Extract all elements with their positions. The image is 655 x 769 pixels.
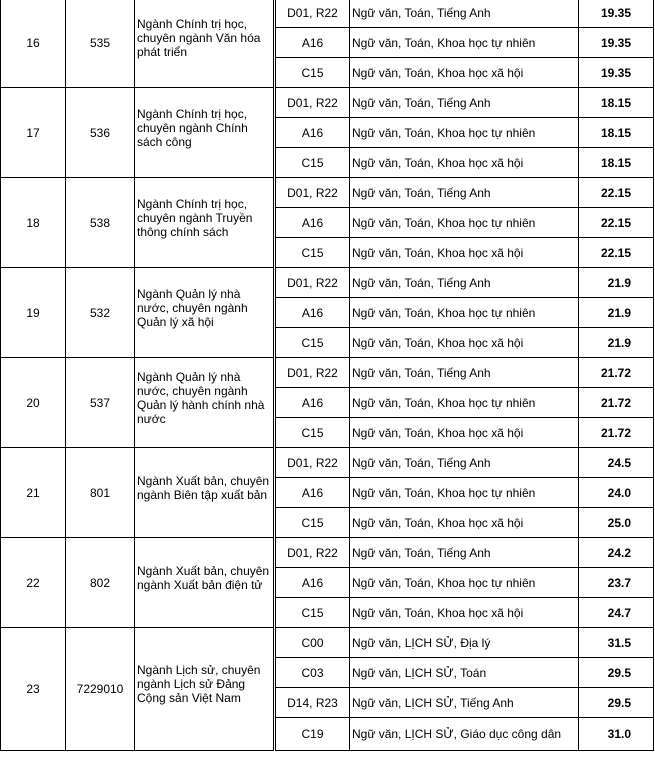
major-code: 7229010 bbox=[66, 628, 135, 751]
major-name-cell bbox=[135, 88, 275, 178]
major-name: Ngành Lịch sử, chuyên ngành Lịch sử Đảng Cộng sản Việt Nam bbox=[137, 663, 261, 705]
subject-list: Ngữ văn, Toán, Khoa học tự nhiên bbox=[350, 28, 579, 58]
subject-list: Ngữ văn, Toán, Khoa học tự nhiên bbox=[350, 478, 579, 508]
subject-list: Ngữ văn, Toán, Tiếng Anh bbox=[350, 448, 579, 478]
subject-combination-code: A16 bbox=[275, 208, 350, 238]
cutoff-score: 25.0 bbox=[579, 508, 654, 538]
cutoff-score: 19.35 bbox=[579, 28, 654, 58]
subject-combination-code: C15 bbox=[275, 328, 350, 358]
subject-combination-code: C19 bbox=[275, 718, 350, 751]
cutoff-score: 24.0 bbox=[579, 478, 654, 508]
subject-list: Ngữ văn, Toán, Tiếng Anh bbox=[350, 178, 579, 208]
subject-combination-code: C15 bbox=[275, 418, 350, 448]
cutoff-score: 22.15 bbox=[579, 238, 654, 268]
subject-combination-code: D01, R22 bbox=[275, 88, 350, 118]
cutoff-score: 24.7 bbox=[579, 598, 654, 628]
cutoff-score: 18.15 bbox=[579, 118, 654, 148]
cutoff-score: 31.5 bbox=[579, 628, 654, 658]
major-name-cell bbox=[135, 0, 275, 88]
subject-list: Ngữ văn, Toán, Tiếng Anh bbox=[350, 88, 579, 118]
major-code: 802 bbox=[66, 538, 135, 628]
subject-list: Ngữ văn, Toán, Khoa học xã hội bbox=[350, 508, 579, 538]
subject-list: Ngữ văn, Toán, Khoa học xã hội bbox=[350, 238, 579, 268]
subject-combination-code: C03 bbox=[275, 658, 350, 688]
subject-combination-code: C00 bbox=[275, 628, 350, 658]
subject-combination-code: A16 bbox=[275, 118, 350, 148]
cutoff-score: 22.15 bbox=[579, 178, 654, 208]
subject-combination-code: C15 bbox=[275, 508, 350, 538]
major-name-cell bbox=[135, 178, 275, 268]
subject-combination-code: C15 bbox=[275, 58, 350, 88]
major-name: Ngành Xuất bản, chuyên ngành Xuất bản điện tử bbox=[137, 563, 270, 592]
major-code: 801 bbox=[66, 448, 135, 538]
row-number: 23 bbox=[1, 628, 66, 751]
subject-combination-code: D01, R22 bbox=[275, 538, 350, 568]
cutoff-score: 21.9 bbox=[579, 298, 654, 328]
cutoff-score: 24.5 bbox=[579, 448, 654, 478]
subject-combination-code: A16 bbox=[275, 28, 350, 58]
cutoff-score: 29.5 bbox=[579, 658, 654, 688]
subject-list: Ngữ văn, Toán, Tiếng Anh bbox=[350, 358, 579, 388]
table-row bbox=[1, 448, 654, 478]
subject-combination-code: D01, R22 bbox=[275, 268, 350, 298]
table-row bbox=[1, 628, 654, 658]
subject-list: Ngữ văn, Toán, Khoa học tự nhiên bbox=[350, 568, 579, 598]
subject-combination-code: D14, R23 bbox=[275, 688, 350, 718]
row-number: 19 bbox=[1, 268, 66, 358]
row-number: 20 bbox=[1, 358, 66, 448]
subject-combination-code: A16 bbox=[275, 388, 350, 418]
row-number: 17 bbox=[1, 88, 66, 178]
major-code: 532 bbox=[66, 268, 135, 358]
cutoff-score: 24.2 bbox=[579, 538, 654, 568]
subject-combination-code: D01, R22 bbox=[275, 178, 350, 208]
subject-list: Ngữ văn, Toán, Khoa học tự nhiên bbox=[350, 118, 579, 148]
cutoff-score: 18.15 bbox=[579, 148, 654, 178]
cutoff-score: 31.0 bbox=[579, 718, 654, 751]
row-number: 22 bbox=[1, 538, 66, 628]
subject-list: Ngữ văn, Toán, Khoa học tự nhiên bbox=[350, 298, 579, 328]
subject-list: Ngữ văn, Toán, Tiếng Anh bbox=[350, 0, 579, 28]
cutoff-score: 21.72 bbox=[579, 358, 654, 388]
table-row bbox=[1, 178, 654, 208]
cutoff-score: 19.35 bbox=[579, 58, 654, 88]
major-name-cell bbox=[135, 268, 275, 358]
subject-list: Ngữ văn, LỊCH SỬ, Toán bbox=[350, 658, 579, 688]
cutoff-score: 18.15 bbox=[579, 88, 654, 118]
major-code: 537 bbox=[66, 358, 135, 448]
row-number: 18 bbox=[1, 178, 66, 268]
subject-list: Ngữ văn, Toán, Tiếng Anh bbox=[350, 538, 579, 568]
subject-list: Ngữ văn, Toán, Khoa học xã hội bbox=[350, 148, 579, 178]
major-name: Ngành Chính trị học, chuyên ngành Truyền thông chính sách bbox=[137, 196, 253, 239]
subject-list: Ngữ văn, Toán, Khoa học tự nhiên bbox=[350, 388, 579, 418]
table-row bbox=[1, 358, 654, 388]
subject-combination-code: C15 bbox=[275, 148, 350, 178]
major-name: Ngành Chính trị học, chuyên ngành Văn hóa phát triển bbox=[137, 16, 261, 59]
major-name: Ngành Quản lý nhà nước, chuyên ngành Quản lý xã hội bbox=[137, 286, 248, 329]
subject-combination-code: C15 bbox=[275, 238, 350, 268]
table-row bbox=[1, 88, 654, 118]
cutoff-score: 29.5 bbox=[579, 688, 654, 718]
subject-list: Ngữ văn, Toán, Tiếng Anh bbox=[350, 268, 579, 298]
cutoff-score: 21.72 bbox=[579, 418, 654, 448]
cutoff-score: 19.35 bbox=[579, 0, 654, 28]
subject-combination-code: A16 bbox=[275, 568, 350, 598]
major-code: 535 bbox=[66, 0, 135, 88]
subject-list: Ngữ văn, Toán, Khoa học xã hội bbox=[350, 328, 579, 358]
cutoff-score: 21.72 bbox=[579, 388, 654, 418]
major-name-cell bbox=[135, 628, 275, 751]
subject-list: Ngữ văn, LỊCH SỬ, Tiếng Anh bbox=[350, 688, 579, 718]
major-code: 538 bbox=[66, 178, 135, 268]
subject-list: Ngữ văn, Toán, Khoa học tự nhiên bbox=[350, 208, 579, 238]
table-row bbox=[1, 268, 654, 298]
cutoff-score: 21.9 bbox=[579, 328, 654, 358]
subject-list: Ngữ văn, LỊCH SỬ, Địa lý bbox=[350, 628, 579, 658]
subject-combination-code: D01, R22 bbox=[275, 448, 350, 478]
table-row bbox=[1, 0, 654, 28]
subject-list: Ngữ văn, Toán, Khoa học xã hội bbox=[350, 418, 579, 448]
major-name-cell bbox=[135, 358, 275, 448]
subject-combination-code: D01, R22 bbox=[275, 0, 350, 28]
table-body bbox=[1, 0, 654, 751]
major-name: Ngành Chính trị học, chuyên ngành Chính sách công bbox=[137, 106, 248, 149]
major-name: Ngành Xuất bản, chuyên ngành Biên tập xuất bản bbox=[137, 473, 270, 502]
subject-combination-code: D01, R22 bbox=[275, 358, 350, 388]
subject-combination-code: C15 bbox=[275, 598, 350, 628]
subject-list: Ngữ văn, Toán, Khoa học xã hội bbox=[350, 58, 579, 88]
major-name: Ngành Quản lý nhà nước, chuyên ngành Quản lý hành chính nhà nước bbox=[137, 369, 265, 426]
cutoff-score: 22.15 bbox=[579, 208, 654, 238]
row-number: 21 bbox=[1, 448, 66, 538]
row-number: 16 bbox=[1, 0, 66, 88]
major-name-cell bbox=[135, 448, 275, 538]
major-code: 536 bbox=[66, 88, 135, 178]
subject-list: Ngữ văn, Toán, Khoa học xã hội bbox=[350, 598, 579, 628]
subject-combination-code: A16 bbox=[275, 478, 350, 508]
subject-combination-code: A16 bbox=[275, 298, 350, 328]
table-row bbox=[1, 538, 654, 568]
subject-list: Ngữ văn, LỊCH SỬ, Giáo dục công dân bbox=[350, 718, 579, 751]
cutoff-score: 21.9 bbox=[579, 268, 654, 298]
cutoff-score: 23.7 bbox=[579, 568, 654, 598]
major-name-cell bbox=[135, 538, 275, 628]
